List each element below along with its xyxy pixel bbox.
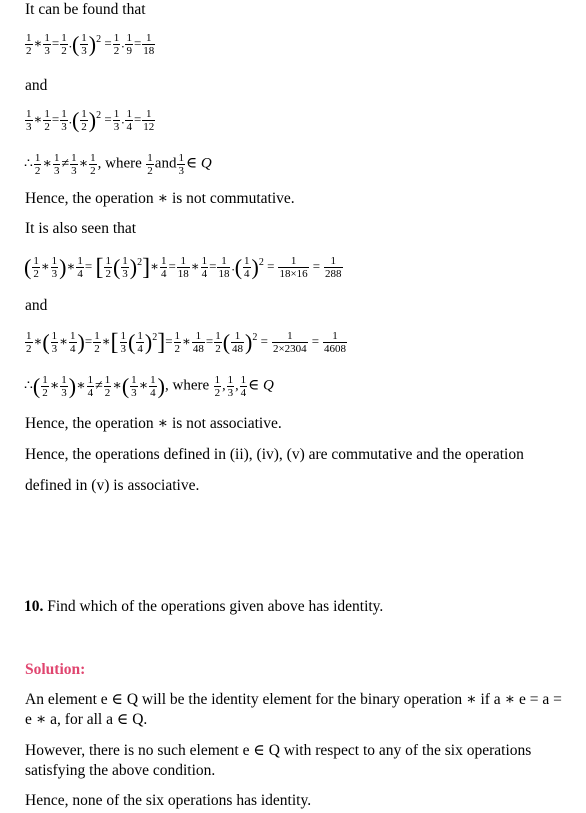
not-associative-text: Hence, the operation ∗ is not associative. <box>25 415 282 432</box>
question-text: Find which of the operations given above has identity. <box>47 598 384 615</box>
equation-1: $\frac{1}{2}$ ∗ $\frac{1}{3}$ = $\frac{1}{2}$ .( $\frac{1}{3}$ )$^2$ = $\frac{1}{2}$ . $\frac{1}{9}$ = $\frac{1}{18}$ <box>26 31 155 57</box>
not-commutative-text: Hence, the operation ∗ is not commutative. <box>25 190 295 207</box>
and-text-2: and <box>25 297 48 314</box>
equation-3: ∴ $\frac{1}{2}$ ∗ $\frac{1}{3}$ ≠ $\frac{1}{3}$ ∗ $\frac{1}{2}$ , where $\frac{1}{2}$ and $\frac{1}{3}$ ∈ Q <box>24 152 212 177</box>
equation-4: ( $\frac{1}{2}$ ∗ $\frac{1}{3}$ )∗ $\frac{1}{4}$ = [ $\frac{1}{2}$ ( $\frac{1}{3}$ )$^2$]∗ $\frac{1}{4}$ = $\frac{1}{18}$ ∗ $\frac{1}{4}$ = $\frac{1}{18}$ .( $\frac{1}{4}$ )$^2$ = $\frac{1}{18\times 16}$ = $\frac{1}{288}$ <box>24 254 342 281</box>
solution-para-2b: satisfying the above condition. <box>25 762 216 779</box>
also-seen-text: It is also seen that <box>25 220 137 237</box>
solution-para-2a: However, there is no such element e ∈ Q with respect to any of the six operations <box>25 742 532 759</box>
solution-para-3: Hence, none of the six operations has identity. <box>25 792 312 809</box>
intro-text: It can be found that <box>25 1 146 18</box>
question-number: 10. <box>24 598 44 615</box>
equation-6: ∴( $\frac{1}{2}$ ∗ $\frac{1}{3}$ )∗ $\frac{1}{4}$ ≠ $\frac{1}{2}$ ∗( $\frac{1}{3}$ ∗ $\frac{1}{4}$ ), where $\frac{1}{2}$ , $\frac{1}{3}$ , $\frac{1}{4}$ ∈ Q <box>24 373 274 399</box>
solution-para-1a: An element e ∈ Q will be the identity element for the binary operation ∗ if a ∗ e = a = <box>25 691 562 708</box>
conclusion-line-2: defined in (v) is associative. <box>25 477 200 494</box>
equation-5: $\frac{1}{2}$ ∗( $\frac{1}{3}$ ∗ $\frac{1}{4}$ )= $\frac{1}{2}$ ∗[ $\frac{1}{3}$ ( $\frac{1}{4}$ )$^2$]= $\frac{1}{2}$ ∗ $\frac{1}{48}$ = $\frac{1}{2}$ ( $\frac{1}{48}$ )$^2$ = $\frac{1}{2\times 2304}$ = $\frac{1}{4608}$ <box>26 329 347 356</box>
solution-para-1b: e ∗ a, for all a ∈ Q. <box>25 711 148 728</box>
solution-label: Solution: <box>25 661 86 678</box>
conclusion-line-1: Hence, the operations defined in (ii), (iv), (v) are commutative and the operation <box>25 446 524 463</box>
and-text-1: and <box>25 77 48 94</box>
equation-2: $\frac{1}{3}$ ∗ $\frac{1}{2}$ = $\frac{1}{3}$ .( $\frac{1}{2}$ )$^2$ = $\frac{1}{3}$ . $\frac{1}{4}$ = $\frac{1}{12}$ <box>26 107 155 133</box>
question-10 <box>24 597 383 617</box>
